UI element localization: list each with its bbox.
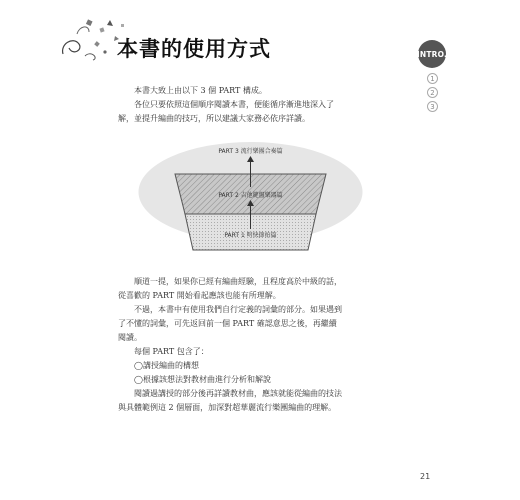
page-title: 本書的使用方式 xyxy=(117,37,271,61)
page-number: 21 xyxy=(420,472,431,481)
body-paragraph-2: 不過，本書中有使用我們自行定義的詞彙的部分。如果遇到了不懂的詞彙，可先返回前一個 PART 確認意思之後，再繼續閱讀。 xyxy=(118,305,342,342)
part3-label: PART 3 流行樂團合奏篇 xyxy=(218,148,283,155)
body-paragraph-1: 順道一提，如果你已經有編曲經驗，且程度高於中級的話，從喜歡的 PART 開始看起應該也能有所理解。 xyxy=(118,277,342,300)
intro-badge: INTRO. xyxy=(418,40,446,68)
part2-label: PART 2 吉他鍵盤樂器篇 xyxy=(218,192,283,199)
step-2-marker: 2 xyxy=(427,87,438,98)
body-paragraph-3: 閱讀過講授的部分後再詳讀教材曲，應該就能從編曲的技法與具體範例這 2 個層面，加深對超華麗流行樂團編曲的理解。 xyxy=(118,389,342,412)
intro-paragraph-1: 本書大致上由以下 3 個 PART 構成。 xyxy=(134,86,267,95)
parts-include-heading: 每個 PART 包含了： xyxy=(134,347,209,356)
bullet-item-2: ◯根據該想法對教材曲進行分析和解說 xyxy=(134,375,271,384)
part1-label: PART 1 明快節拍篇 xyxy=(224,232,277,239)
step-3-marker: 3 xyxy=(427,101,438,112)
part-structure-diagram xyxy=(138,137,363,270)
step-1-marker: 1 xyxy=(427,73,438,84)
intro-paragraph-2: 各位只要依照這個順序閱讀本書，便能循序漸進地深入了解，並提升編曲的技巧，所以建議大家務必依序詳讀。 xyxy=(118,100,334,123)
bullet-item-1: ◯講授編曲的構想 xyxy=(134,361,199,370)
